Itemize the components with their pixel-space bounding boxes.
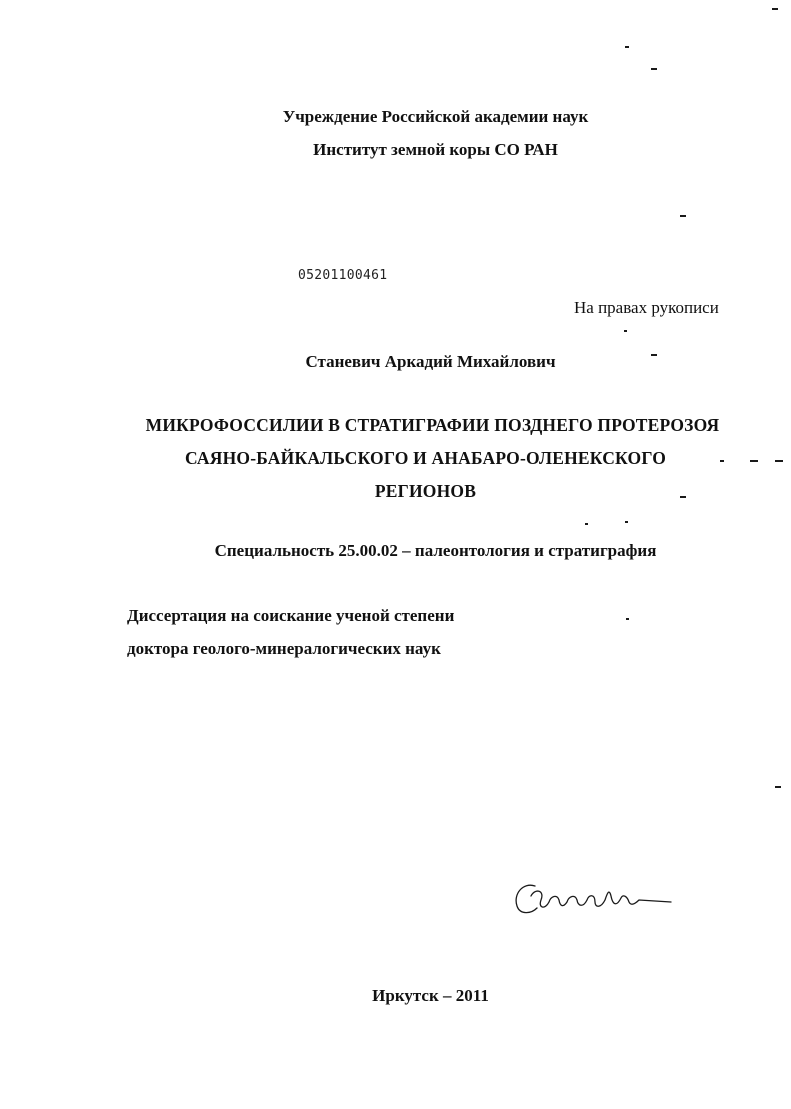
city-year: Иркутск – 2011 (372, 986, 489, 1005)
specialty: Специальность 25.00.02 – палеонтология и стратиграфия (214, 541, 657, 560)
rights-note: На правах рукописи (574, 298, 719, 317)
scan-artifact (772, 8, 778, 10)
scan-artifact (651, 354, 657, 356)
institute-name: Институт земной коры СО РАН (313, 140, 558, 159)
scan-artifact (626, 618, 629, 620)
institution-name: Учреждение Российской академии наук (282, 107, 589, 126)
scan-artifact (775, 460, 783, 462)
scan-artifact (585, 523, 588, 525)
scan-artifact (625, 521, 628, 523)
archive-number: 05201100461 (298, 268, 388, 283)
handwritten-signature-icon (505, 872, 675, 932)
scan-artifact (750, 460, 758, 462)
thesis-title-line-1: МИКРОФОССИЛИИ В СТРАТИГРАФИИ ПОЗДНЕГО ПРОТЕРОЗОЯ (145, 415, 720, 435)
scan-artifact (651, 68, 657, 70)
thesis-title-line-3: РЕГИОНОВ (374, 481, 477, 501)
scan-artifact (624, 330, 627, 332)
scan-artifact (720, 460, 724, 462)
scan-artifact (775, 786, 781, 788)
scan-artifact (680, 215, 686, 217)
degree-purpose-line-2: доктора геолого-минералогических наук (127, 639, 441, 658)
author-name: Станевич Аркадий Михайлович (305, 352, 556, 371)
scan-artifact (625, 46, 629, 48)
degree-purpose-line-1: Диссертация на соискание ученой степени (127, 606, 455, 625)
thesis-title-line-2: САЯНО-БАЙКАЛЬСКОГО И АНАБАРО-ОЛЕНЕКСКОГО (184, 448, 667, 468)
scan-artifact (680, 496, 686, 498)
